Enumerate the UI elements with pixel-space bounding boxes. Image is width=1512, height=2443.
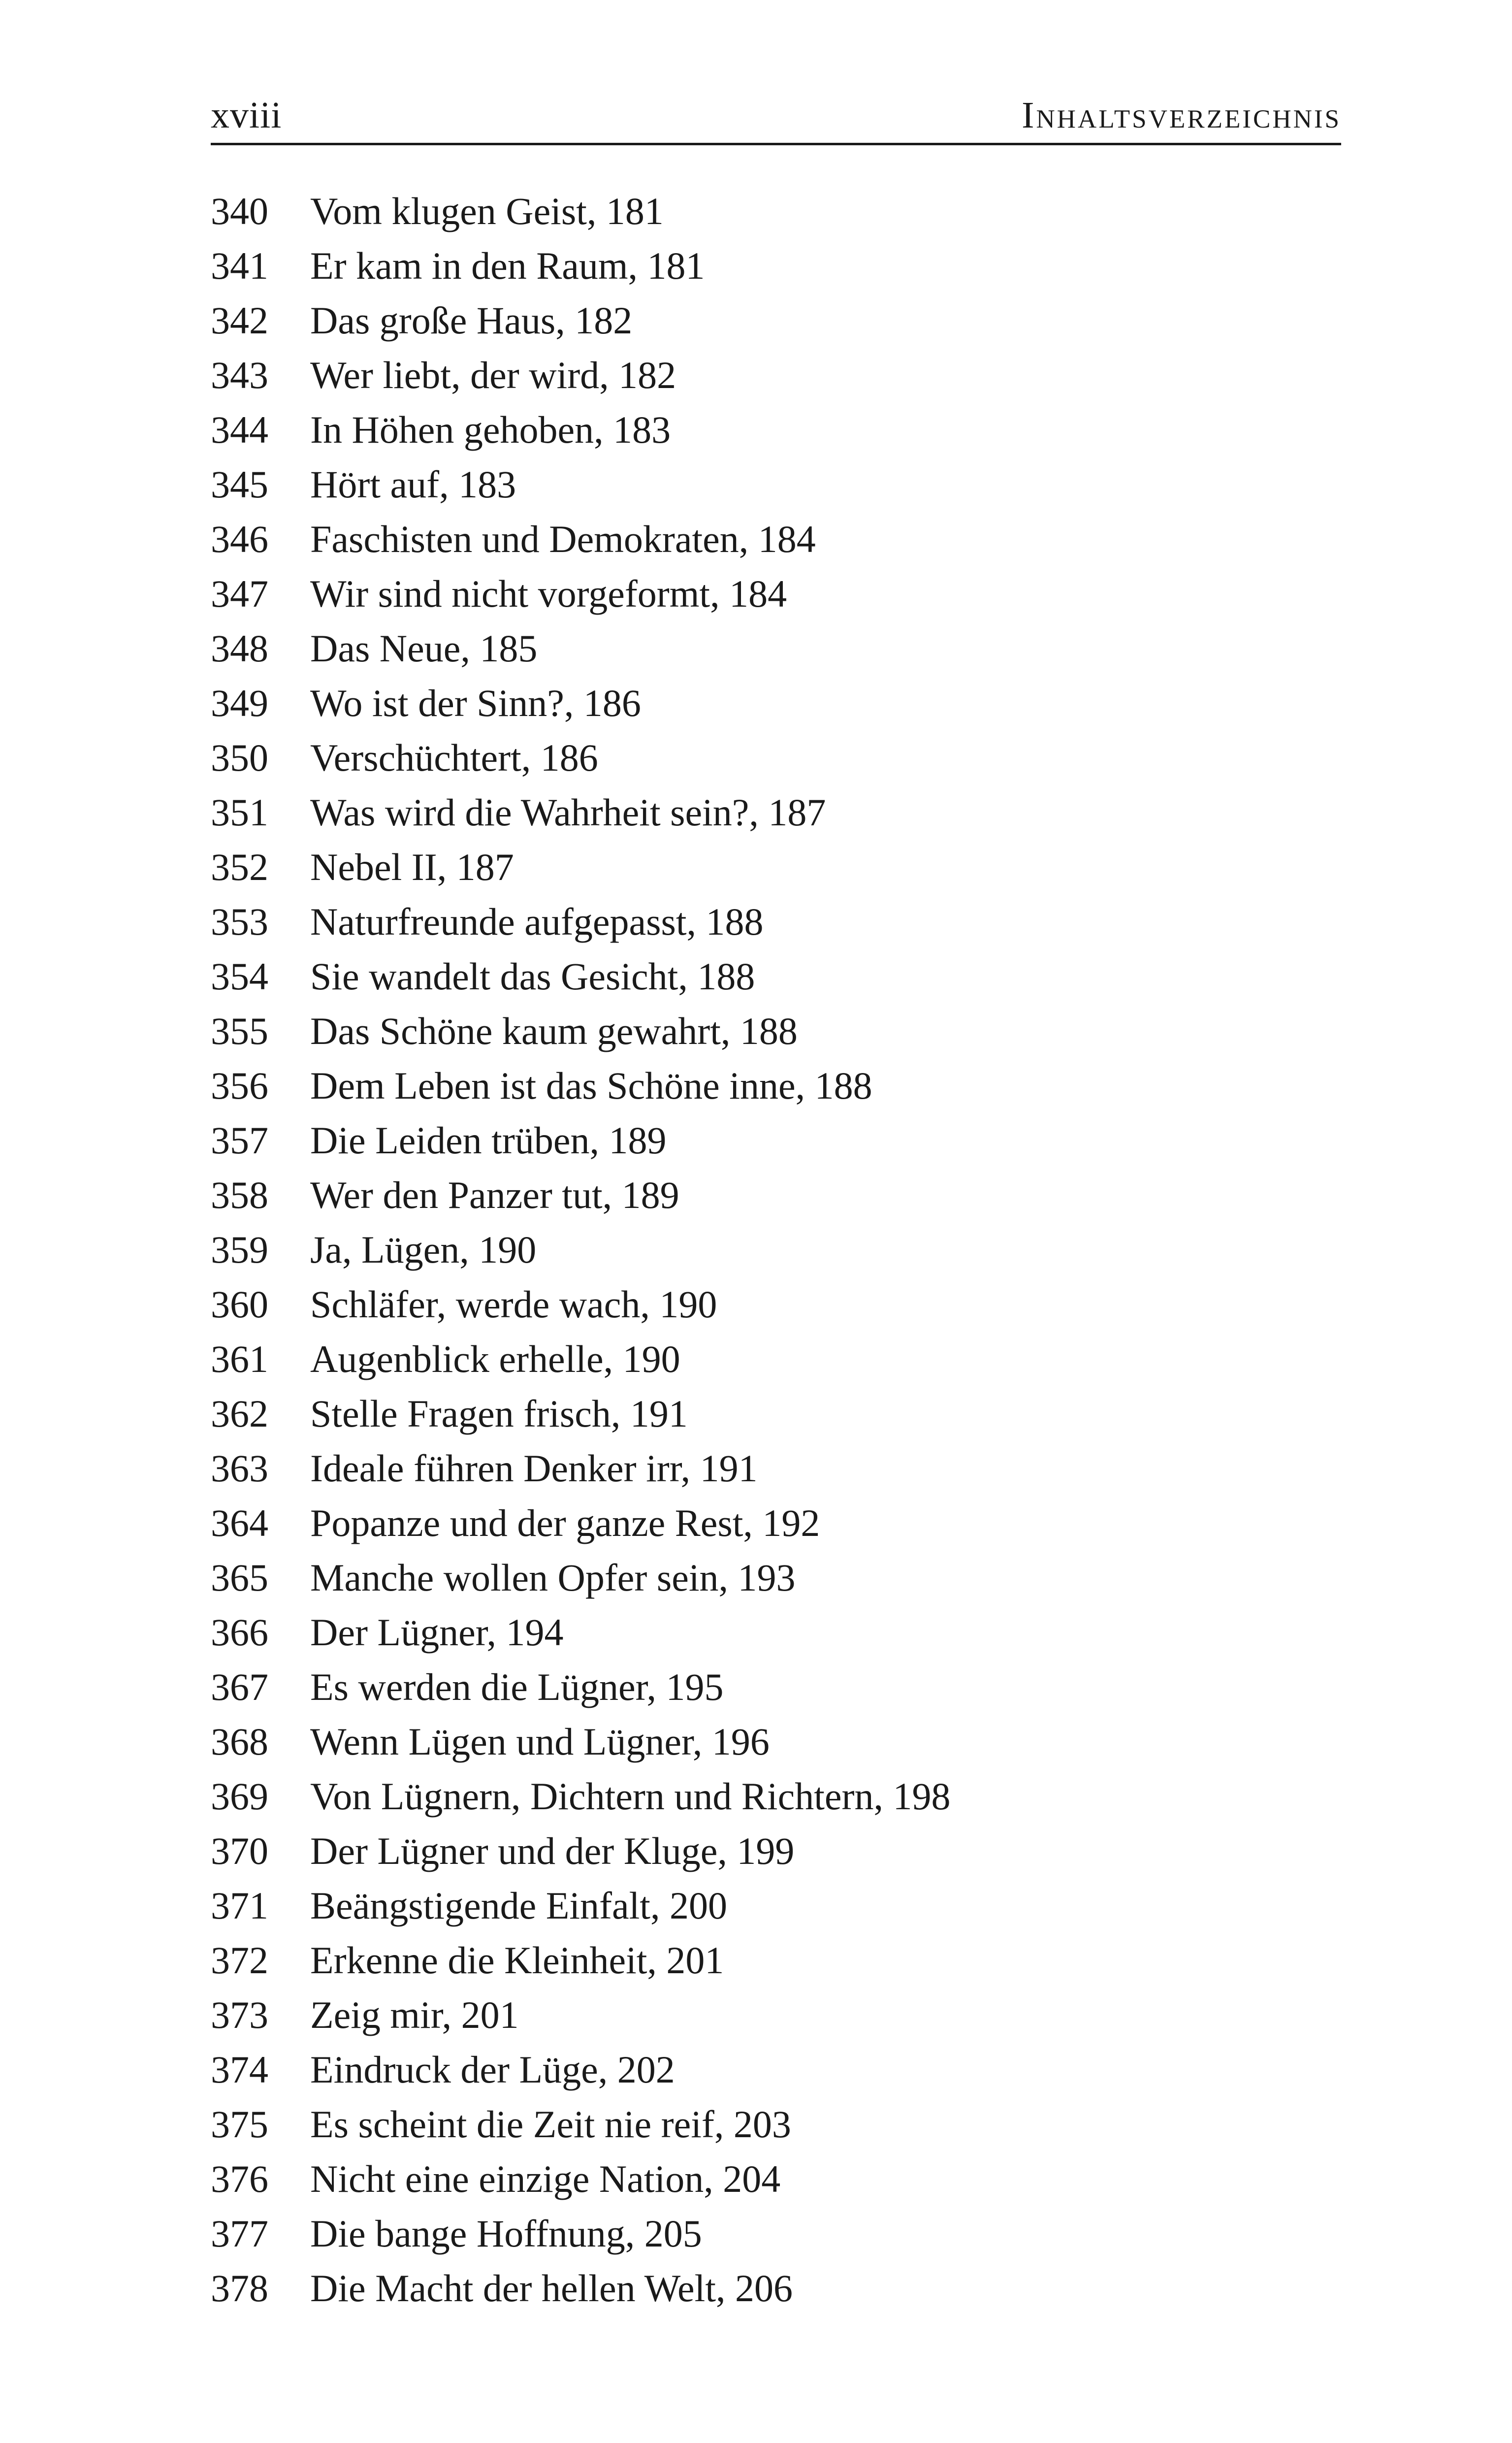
entry-number: 356 (211, 1064, 268, 1107)
toc-entry (211, 1337, 1341, 1395)
toc-entry (211, 1392, 1341, 1449)
entry-title: Das Schöne kaum gewahrt, 188 (310, 1010, 798, 1052)
section-title: Inhaltsverzeichnis (1022, 95, 1341, 136)
toc-entry (211, 1829, 1341, 1887)
toc-entry (211, 900, 1341, 957)
entry-number: 350 (211, 736, 268, 779)
toc-entry (211, 1720, 1341, 1777)
entry-number: 366 (211, 1611, 268, 1654)
entry-number: 352 (211, 846, 268, 888)
toc-entry (211, 572, 1341, 629)
entry-title: Nicht eine einzige Nation, 204 (310, 2157, 781, 2200)
toc-entry (211, 2048, 1341, 2105)
toc-entry (211, 1012, 1341, 1067)
toc-entry (211, 1121, 1341, 1176)
entry-title: In Höhen gehoben, 183 (310, 408, 671, 451)
entry-title: Es werden die Lügner, 195 (310, 1665, 724, 1708)
toc-entry (211, 356, 1341, 411)
entry-title: Hört auf, 183 (310, 463, 516, 506)
entry-title: Faschisten und Demokraten, 184 (310, 518, 816, 560)
toc-entry (211, 848, 1341, 903)
entry-title: Es scheint die Zeit nie reif, 203 (310, 2103, 791, 2146)
entry-number: 370 (211, 1829, 268, 1872)
entry-number: 372 (211, 1939, 268, 1982)
entry-number: 375 (211, 2103, 268, 2146)
entry-title: Von Lügnern, Dichtern und Richtern, 198 (310, 1775, 951, 1818)
entry-title: Die Macht der hellen Welt, 206 (310, 2267, 793, 2310)
entry-number: 377 (211, 2212, 268, 2255)
toc-entry (211, 684, 1341, 739)
entry-number: 358 (211, 1173, 268, 1216)
entry-number: 364 (211, 1501, 268, 1544)
toc-entry (211, 1228, 1341, 1285)
toc-entry (211, 1777, 1341, 1832)
toc-entry (211, 1613, 1341, 1668)
toc-entry (211, 736, 1341, 793)
entry-title: Augenblick erhelle, 190 (310, 1337, 680, 1380)
toc-entry (211, 2212, 1341, 2269)
entry-number: 357 (211, 1119, 268, 1162)
toc-entry (211, 1173, 1341, 1231)
entry-title: Nebel II, 187 (310, 846, 514, 888)
toc-entry (211, 1556, 1341, 1613)
entry-number: 354 (211, 955, 268, 998)
toc-entry (211, 1941, 1341, 1996)
entry-number: 359 (211, 1228, 268, 1271)
entry-number: 355 (211, 1010, 268, 1052)
table-of-contents (211, 192, 1341, 2324)
entry-title: Popanze und der ganze Rest, 192 (310, 1501, 820, 1544)
toc-entry (211, 1501, 1341, 1559)
entry-title: Manche wollen Opfer sein, 193 (310, 1556, 796, 1599)
entry-title: Zeig mir, 201 (310, 1993, 519, 2036)
entry-title: Er kam in den Raum, 181 (310, 244, 705, 287)
toc-entry (211, 192, 1341, 247)
entry-number: 373 (211, 1993, 268, 2036)
toc-entry (211, 2269, 1341, 2324)
entry-number: 353 (211, 900, 268, 943)
entry-title: Stelle Fragen frisch, 191 (310, 1392, 688, 1435)
entry-title: Wenn Lügen und Lügner, 196 (310, 1720, 770, 1763)
entry-number: 369 (211, 1775, 268, 1818)
entry-title: Dem Leben ist das Schöne inne, 188 (310, 1064, 872, 1107)
entry-title: Wo ist der Sinn?, 186 (310, 682, 641, 724)
entry-number: 374 (211, 2048, 268, 2091)
entry-number: 351 (211, 791, 268, 834)
entry-title: Wir sind nicht vorgeformt, 184 (310, 572, 787, 615)
toc-entry (211, 1064, 1341, 1121)
entry-title: Der Lügner, 194 (310, 1611, 564, 1654)
entry-title: Vom klugen Geist, 181 (310, 190, 664, 232)
toc-entry (211, 1665, 1341, 1723)
entry-title: Das große Haus, 182 (310, 299, 633, 342)
toc-entry (211, 2157, 1341, 2215)
toc-entry (211, 301, 1341, 356)
entry-title: Verschüchtert, 186 (310, 736, 598, 779)
entry-title: Naturfreunde aufgepasst, 188 (310, 900, 764, 943)
entry-number: 348 (211, 627, 268, 670)
running-head (211, 84, 1341, 145)
toc-entry (211, 465, 1341, 520)
entry-title: Ideale führen Denker irr, 191 (310, 1447, 758, 1490)
entry-number: 344 (211, 408, 268, 451)
entry-number: 368 (211, 1720, 268, 1763)
entry-number: 365 (211, 1556, 268, 1599)
entry-title: Beängstigende Einfalt, 200 (310, 1884, 727, 1927)
entry-title: Erkenne die Kleinheit, 201 (310, 1939, 724, 1982)
entry-number: 347 (211, 572, 268, 615)
entry-title: Sie wandelt das Gesicht, 188 (310, 955, 755, 998)
entry-title: Wer liebt, der wird, 182 (310, 354, 676, 396)
entry-number: 345 (211, 463, 268, 506)
entry-number: 363 (211, 1447, 268, 1490)
entry-number: 360 (211, 1283, 268, 1326)
entry-title: Schläfer, werde wach, 190 (310, 1283, 717, 1326)
entry-number: 367 (211, 1665, 268, 1708)
toc-entry (211, 408, 1341, 465)
entry-number: 376 (211, 2157, 268, 2200)
toc-entry (211, 1884, 1341, 1941)
entry-number: 371 (211, 1884, 268, 1927)
entry-title: Wer den Panzer tut, 189 (310, 1173, 679, 1216)
entry-number: 343 (211, 354, 268, 396)
toc-entry (211, 1993, 1341, 2051)
entry-number: 349 (211, 682, 268, 724)
page-number: xviii (211, 95, 282, 136)
entry-title: Die bange Hoffnung, 205 (310, 2212, 702, 2255)
toc-entry (211, 520, 1341, 575)
entry-number: 362 (211, 1392, 268, 1435)
entry-number: 361 (211, 1337, 268, 1380)
toc-entry (211, 957, 1341, 1012)
toc-entry (211, 1449, 1341, 1504)
entry-title: Eindruck der Lüge, 202 (310, 2048, 675, 2091)
toc-entry (211, 629, 1341, 684)
entry-title: Ja, Lügen, 190 (310, 1228, 537, 1271)
entry-title: Was wird die Wahrheit sein?, 187 (310, 791, 826, 834)
toc-entry (211, 2105, 1341, 2160)
entry-title: Die Leiden trüben, 189 (310, 1119, 667, 1162)
entry-number: 342 (211, 299, 268, 342)
entry-title: Das Neue, 185 (310, 627, 538, 670)
entry-number: 346 (211, 518, 268, 560)
toc-entry (211, 793, 1341, 848)
entry-number: 378 (211, 2267, 268, 2310)
entry-title: Der Lügner und der Kluge, 199 (310, 1829, 795, 1872)
toc-entry (211, 244, 1341, 301)
entry-number: 341 (211, 244, 268, 287)
toc-entry (211, 1285, 1341, 1340)
entry-number: 340 (211, 190, 268, 232)
